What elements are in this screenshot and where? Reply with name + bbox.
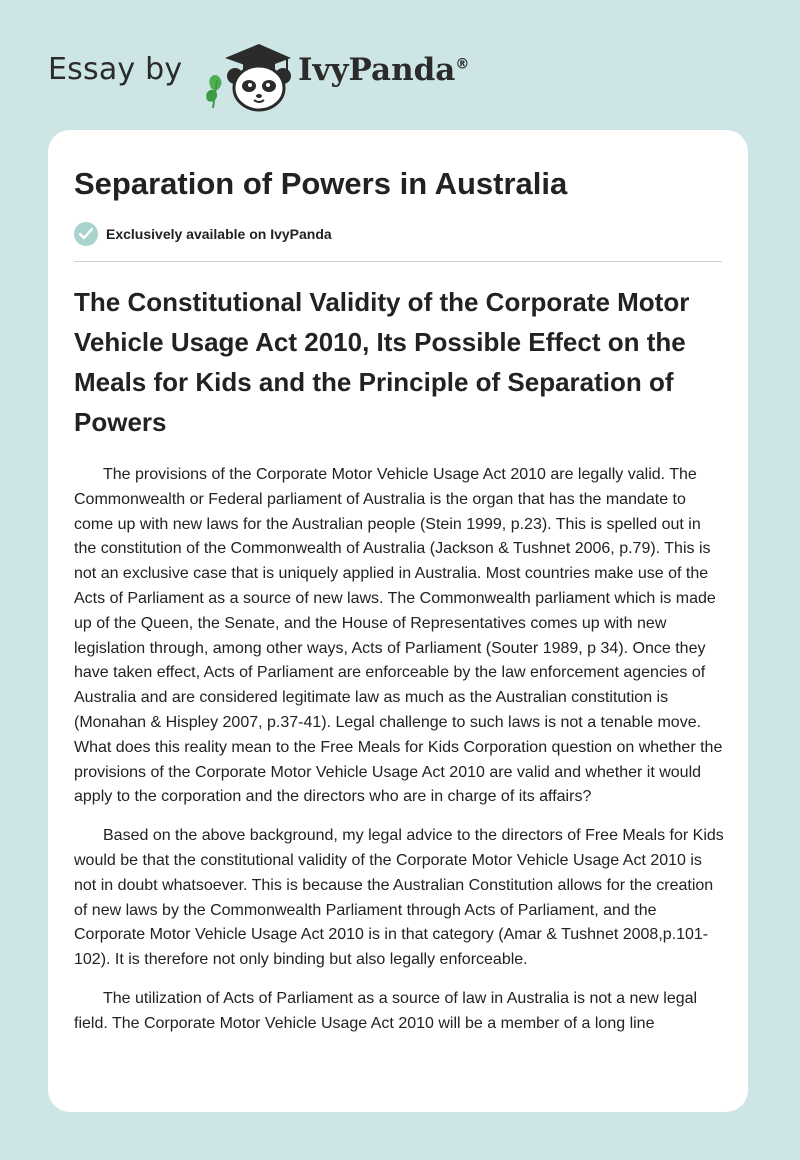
exclusive-label: Exclusively available on IvyPanda bbox=[106, 226, 332, 242]
divider bbox=[74, 261, 722, 262]
check-circle-icon bbox=[74, 222, 98, 246]
ivypanda-name: IvyPanda bbox=[298, 52, 456, 88]
ivypanda-wordmark bbox=[298, 52, 469, 88]
paragraph: Based on the above background, my legal advice to the directors of Free Meals for Kids would be that the constitutional validity of the Corporate Motor Vehicle Usage Act 2010 is not in doubt whatsoever. This is because the Australian Constitution allows for the creation of new laws by the Commonwealth Parliament through Acts of Parliament, and the Corporate Motor Vehicle Usage Act 2010 is in that category (Amar & Tushnet 2008,p.101-102). It is therefore not only binding but also legally enforceable. bbox=[74, 827, 724, 969]
essay-card bbox=[48, 130, 748, 1112]
paragraph: The provisions of the Corporate Motor Vehicle Usage Act 2010 are legally valid. The Commonwealth or Federal parliament of Australia is the organ that has the mandate to come up with new laws for the Australian people (Stein 1999, p.23). This is spelled out in the constitution of the Commonwealth of Australia (Jackson & Tushnet 2006, p.79). This is not an exclusive case that is uniquely applied in Australia. Most countries make use of the Acts of Parliament as a source of new laws. The Commonwealth parliament which is made up of the Queen, the Senate, and the House of Representatives comes up with new legislation through, among other ways, Acts of Parliament (Souter 1989, p 34). Once they have taken effect, Acts of Parliament are enforceable by the law enforcement agencies of Australia and are considered legitimate law as much as the Australian constitution is (Monahan & Hispley 2007, p.37-41). Legal challenge to such laws is not a tenable move. What does this reality mean to the Free Meals for Kids Corporation question on whether the provisions of the Corporate Motor Vehicle Usage Act 2010 are valid and whether it would apply to the corporation and the directors who are in charge of its affairs? bbox=[74, 466, 723, 806]
paragraph: The utilization of Acts of Parliament as a source of law in Australia is not a new legal field. The Corporate Motor Vehicle Usage Act 2010 will be a member of a long line bbox=[74, 989, 698, 1032]
exclusive-badge bbox=[74, 222, 332, 246]
registered-mark: ® bbox=[455, 56, 470, 73]
site-header-logo[interactable] bbox=[48, 30, 508, 110]
panda-graduate-logo-icon bbox=[203, 36, 293, 112]
page-title: Separation of Powers in Australia bbox=[74, 166, 568, 201]
essay-by-label: Essay by bbox=[48, 52, 183, 87]
section-heading: The Constitutional Validity of the Corporate Motor Vehicle Usage Act 2010, Its Possible Effect on the Meals for Kids and the Principle of Separation of Powers bbox=[74, 287, 690, 437]
essay-body bbox=[74, 463, 724, 1051]
